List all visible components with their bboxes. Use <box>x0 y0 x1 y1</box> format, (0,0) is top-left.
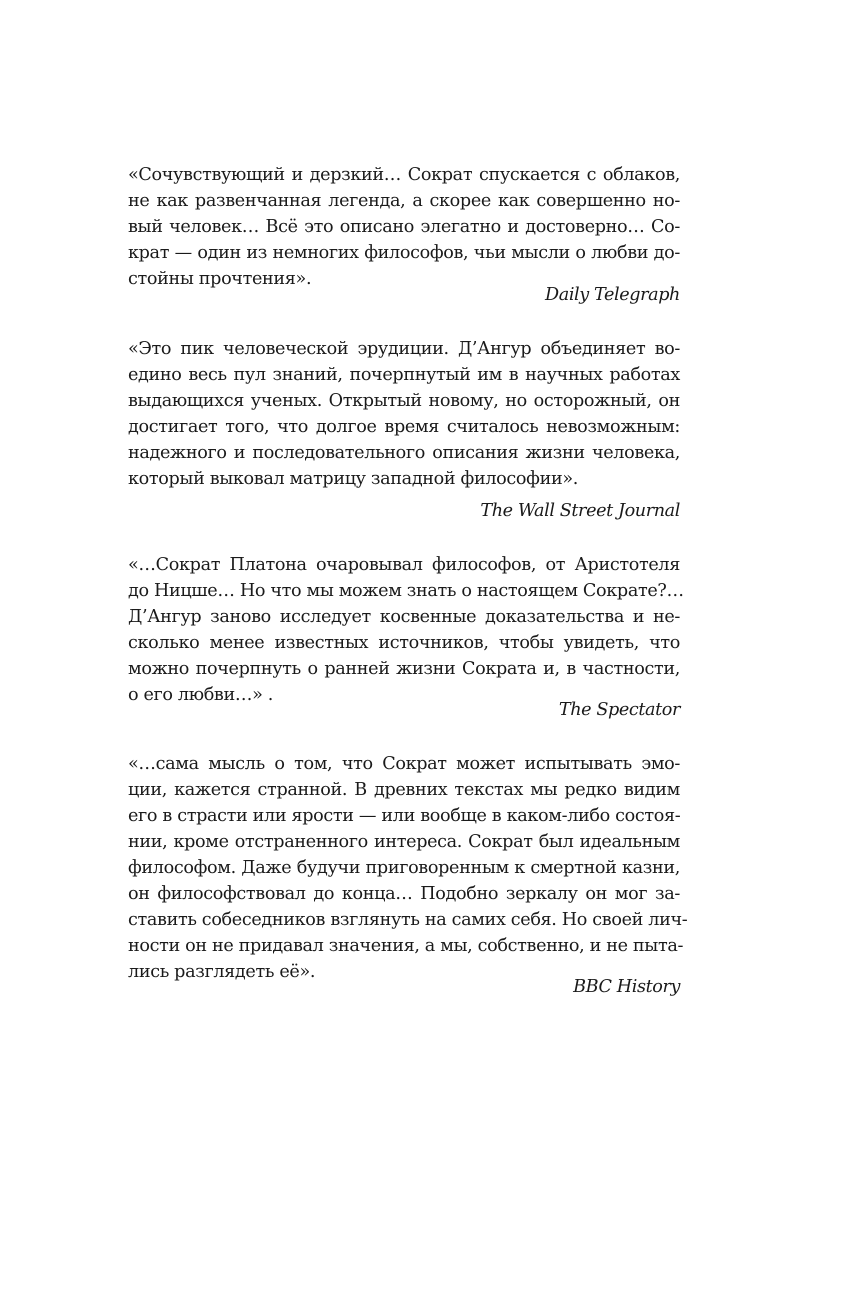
quote-line: сколько менее известных источников, чтобы увидеть, что <box>128 633 680 653</box>
quote-line: нии, кроме отстраненного интереса. Сократ был идеальным <box>128 832 680 852</box>
review-source: The Wall Street Journal <box>480 501 680 521</box>
review-bbc-history <box>128 751 688 1000</box>
quote-line: можно почерпнуть о ранней жизни Сократа и, в частности, <box>128 659 680 679</box>
quote-line: вый человек… Всё это описано элегатно и достоверно… Со- <box>128 217 680 237</box>
quote-line: ставить собеседников взглянуть на самих себя. Но своей лич- <box>128 910 688 930</box>
review-wall-street-journal <box>128 336 680 524</box>
quote-line: ности он не придавал значения, а мы, собственно, и не пыта- <box>128 936 684 956</box>
quote-line: который выковал матрицу западной философии». <box>128 469 578 489</box>
quote-line: его в страсти или ярости — или вообще в каком-либо состоя- <box>128 806 681 826</box>
review-source: BBC History <box>573 977 680 997</box>
quote-line: о его любви…» . <box>128 685 274 705</box>
quote-line: до Ницше… Но что мы можем знать о настоящем Сократе?… <box>128 581 684 601</box>
quote-line: ции, кажется странной. В древних текстах мы редко видим <box>128 780 680 800</box>
quote-line: «Сочувствующий и дерзкий… Сократ спускается с облаков, <box>128 165 680 185</box>
quote-line: надежного и последовательного описания жизни человека, <box>128 443 680 463</box>
review-daily-telegraph <box>128 162 680 308</box>
quote-line: не как развенчанная легенда, а скорее как совершенно но- <box>128 191 680 211</box>
quote-line: «…сама мысль о том, что Сократ может испытывать эмо- <box>128 754 680 774</box>
quote-line: едино весь пул знаний, почерпнутый им в научных работах <box>128 365 680 385</box>
quote-line: достигает того, что долгое время считалось невозможным: <box>128 417 680 437</box>
quote-line: философом. Даже будучи приговоренным к смертной казни, <box>128 858 680 878</box>
review-source: Daily Telegraph <box>545 285 680 305</box>
review-source: The Spectator <box>558 700 680 720</box>
quote-line: Д’Ангур заново исследует косвенные доказательства и не- <box>128 607 680 627</box>
quote-line: он философствовал до конца… Подобно зеркалу он мог за- <box>128 884 680 904</box>
review-spectator <box>128 552 684 723</box>
quote-line: «…Сократ Платона очаровывал философов, от Аристотеля <box>128 555 680 575</box>
quote-line: «Это пик человеческой эрудиции. Д’Ангур объединяет во- <box>128 339 680 359</box>
quote-line: лись разглядеть её». <box>128 962 316 982</box>
quote-line: стойны прочтения». <box>128 269 312 289</box>
quote-line: крат — один из немногих философов, чьи мысли о любви до- <box>128 243 680 263</box>
quote-line: выдающихся ученых. Открытый новому, но осторожный, он <box>128 391 680 411</box>
